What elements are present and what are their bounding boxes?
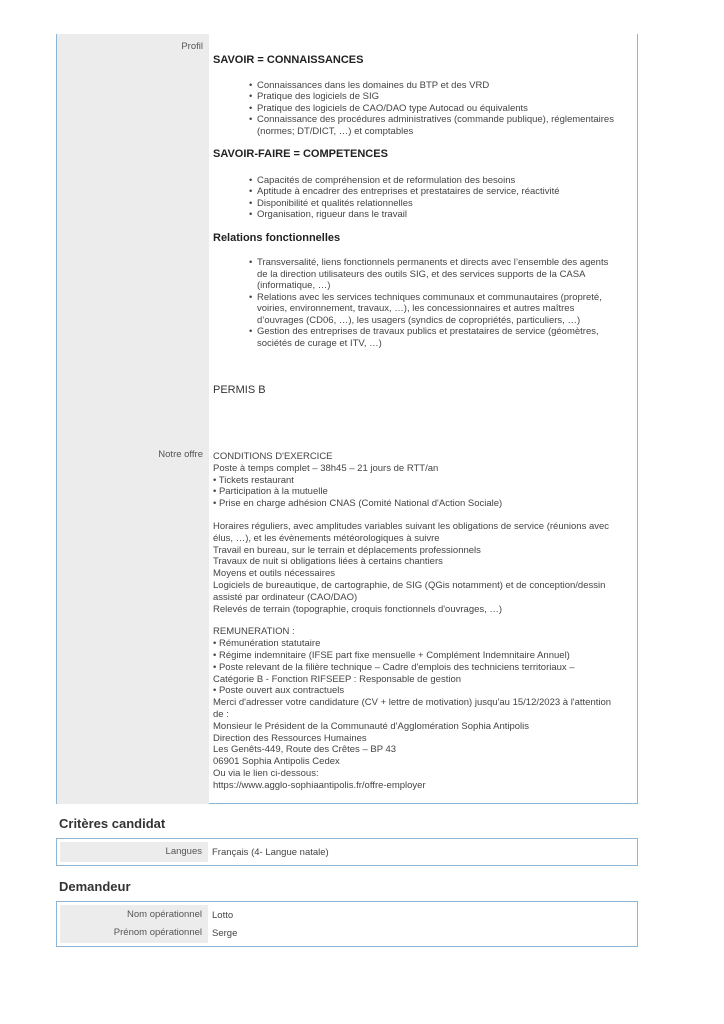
permis-text: PERMIS B (213, 384, 266, 397)
list-item: • Gestion des entreprises de travaux publics et prestataires de service (géomètres, sociétés de curage et ITV, …) (249, 326, 637, 349)
list-item: • Connaissances dans les domaines du BTP et des VRD (249, 80, 637, 92)
working-conditions-block: Horaires réguliers, avec amplitudes variables suivant les obligations de service (réunions avec élus, …), et les évènements météorologiques à suivre Travail en bureau, sur le terrain et déplacements professionnels Travaux de nuit si obligations liées à certains chantiers Moyens et outils nécessaires Logiciels de bureautique, de cartographie, de SIG (QGis notamment) et de conception/dessin assisté par ordinateur (CAO/DAO) Relevés de terrain (topographie, croquis fonctionnels d'ouvrages, …) (213, 520, 610, 615)
list-item: • Transversalité, liens fonctionnels permanents et directs avec l’ensemble des agents de la direction utilisateurs des outils SIG, et des services supports de la CASA (informatique, …) (249, 257, 637, 292)
remuneration-block: REMUNERATION : • Rémunération statutaire • Régime indemnitaire (IFSE part fixe mensuelle + Complément Indemnitaire Annuel) • Poste relevant de la filière technique – Cadre d'emplois des techniciens territoriaux – Catégorie B - Fonction RIFSEEP : Responsable de gestion • Poste ouvert aux contractuels Merci d'adresser votre candidature (CV + lettre de motivation) jusqu'au 15/12/2023 à l'attention de : Monsieur le Président de la Communauté d'Agglomération Sophia Antipolis Direction des Ressources Humaines Les Genêts-449, Route des Crêtes – BP 43 06901 Sophia Antipolis Cedex Ou via le lien ci-dessous: https://www.agglo-sophiaantipolis.fr/offre-employer (213, 626, 637, 791)
list-item: • Capacités de compréhension et de reformulation des besoins (249, 175, 637, 187)
savoir-heading: SAVOIR = CONNAISSANCES (213, 54, 364, 66)
list-item: • Organisation, rigueur dans le travail (249, 209, 637, 221)
savoir-faire-heading: SAVOIR-FAIRE = COMPETENCES (213, 148, 388, 161)
savoir-list (213, 80, 637, 138)
offre-row (57, 442, 637, 804)
profil-content (209, 34, 637, 442)
list-item: • Disponibilité et qualités relationnelles (249, 198, 637, 210)
application-link[interactable]: https://www.agglo-sophiaantipolis.fr/offre-employer (213, 779, 426, 791)
offre-content (209, 442, 637, 804)
nom-row (60, 905, 634, 924)
langues-label: Langues (60, 842, 208, 862)
criteres-card (56, 838, 638, 866)
list-item: • Relations avec les services techniques communaux et communautaires (propreté, voiries, environnement, travaux, …), les concessionnaires et autres maîtres d’ouvrages (CD06, …), les usagers (syndics de copropriétés, particuliers, …) (249, 292, 637, 327)
list-item: • Aptitude à encadrer des entreprises et prestataires de service, réactivité (249, 186, 637, 198)
list-item: • Connaissance des procédures administratives (commande publique), réglementaires (normes; DT/DICT, …) et comptables (249, 114, 637, 137)
offre-label: Notre offre (57, 442, 209, 804)
list-item: • Pratique des logiciels de CAO/DAO type Autocad ou équivalents (249, 103, 637, 115)
demandeur-title: Demandeur (59, 879, 131, 894)
criteres-title: Critères candidat (59, 816, 166, 831)
langues-row (60, 842, 634, 862)
demandeur-card (56, 901, 638, 947)
prenom-label: Prénom opérationnel (60, 924, 208, 943)
profil-label: Profil (57, 34, 209, 442)
prenom-row (60, 924, 634, 943)
relations-heading: Relations fonctionnelles (213, 231, 341, 244)
nom-label: Nom opérationnel (60, 905, 208, 924)
job-details-card (56, 34, 638, 804)
savoir-faire-list (213, 175, 637, 221)
prenom-value: Serge (212, 928, 238, 939)
conditions-block: CONDITIONS D'EXERCICE Poste à temps complet – 38h45 – 21 jours de RTT/an • Tickets restaurant • Participation à la mutuelle • Prise en charge adhésion CNAS (Comité National d'Action Sociale) (213, 451, 503, 510)
nom-value: Lotto (212, 910, 234, 921)
profil-row (57, 34, 637, 442)
langues-value: Français (4- Langue natale) (212, 847, 329, 858)
relations-list (213, 257, 637, 349)
list-item: • Pratique des logiciels de SIG (249, 91, 637, 103)
